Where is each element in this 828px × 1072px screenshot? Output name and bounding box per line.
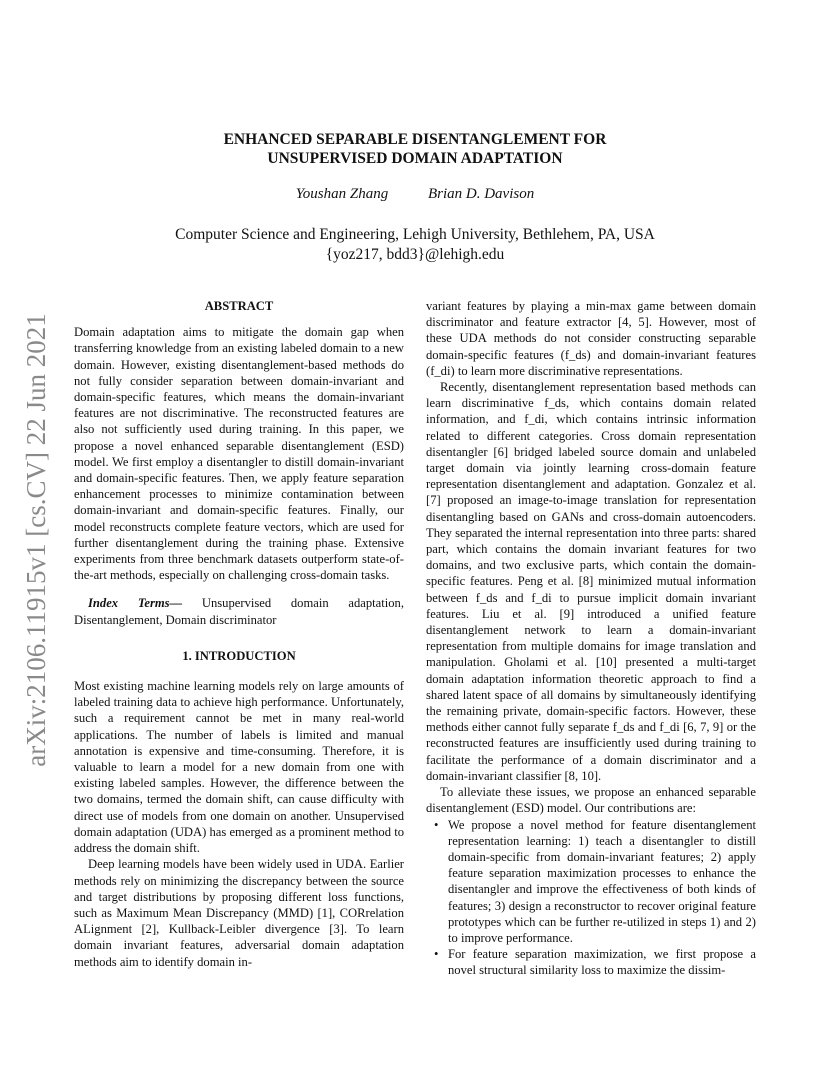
right-paragraph-1: variant features by playing a min-max game between domain discriminator and feature extractor [4, 5]. However, most of these UDA methods do not consider constructing separable domain-specific features (f_ds) and domain-invariant features (f_di) to learn more discriminative representations. — [426, 299, 756, 378]
index-terms-label: Index Terms— — [88, 596, 183, 611]
left-column — [74, 298, 404, 970]
author-1: Youshan Zhang — [295, 186, 389, 202]
right-paragraph-2: Recently, disentanglement representation based methods can learn discriminative f_ds, which contains domain related information, and f_di, which contains intrinsic information related to different categories. Cross domain representation disentangler [6] bridged labeled source domain and unlabeled target domain via jointly learning cross-domain feature representation disentanglement and adaptation. Gonzalez et al. [7] proposed an image-to-image translation for representation disentangling based on GANs and cross-domain autoencoders. They separated the internal representation into three parts: shared part, which contains the domain invariant features for two domains, and two exclusive parts, which contain the domain-specific features. Peng et al. [8] minimized mutual information between f_ds and f_di to pursue implicit domain invariant features. Liu et al. [9] introduced a unified feature disentanglement network to learn a domain-invariant representation from multiple domains for image translation and manipulation. Gholami et al. [10] presented a multi-target domain adaptation information theoretic approach to find a shared latent space of all domains by simultaneously identifying the remaining private, domain-specific factors. However, these methods either cannot fully separate f_ds and f_di [6, 7, 9] or the reconstructed features are insufficiently used during training to facilitate the performance of a domain discriminator and a domain-invariant classifier [8, 10]. — [426, 380, 756, 783]
title-line-2: UNSUPERVISED DOMAIN ADAPTATION — [267, 150, 563, 167]
contributions-list — [426, 817, 756, 979]
intro-heading: 1. INTRODUCTION — [182, 648, 296, 663]
affiliation: Computer Science and Engineering, Lehigh University, Bethlehem, PA, USA — [175, 226, 655, 243]
list-item: • We propose a novel method for feature disentanglement representation learning: 1) teach a disentangler to distill domain-specific from domain-invariant features; 2) apply feature separation maximization processes to enhance the disentangler and improve the effectiveness of both kinds of features; 3) design a reconstructor to recover original feature prototypes which can be further re-utilized in steps 1) and 2) to improve performance. — [426, 817, 756, 947]
right-paragraph-3: To alleviate these issues, we propose an enhanced separable disentanglement (ESD) model. Our contributions are: — [426, 785, 756, 816]
intro-paragraph-2: Deep learning models have been widely used in UDA. Earlier methods rely on minimizing the discrepancy between the source and target distributions by proposing different loss functions, such as Maximum Mean Discrepancy (MMD) [1], CORrelation ALignment [2], Kullback-Leibler divergence [3]. To learn domain invariant features, adversarial domain adaptation methods aim to identify domain in- — [74, 857, 404, 969]
abstract-heading: ABSTRACT — [204, 299, 274, 313]
title-line-1: ENHANCED SEPARABLE DISENTANGLEMENT FOR — [223, 131, 607, 148]
index-terms-text: Unsupervised domain adaptation, Disentanglement, Domain discriminator — [74, 596, 405, 627]
abstract-text: Domain adaptation aims to mitigate the domain gap when transferring knowledge from an existing labeled domain to a new domain. However, existing disentanglement-based methods do not fully consider separation between domain-invariant and domain-specific features, which means the domain-invariant features are not discriminative. The reconstructed features are also not sufficiently used during training. In this paper, we propose a novel enhanced separable disentanglement (ESD) model. We first employ a disentangler to distill domain-invariant and domain-specific features. Then, we apply feature separation enhancement processes to minimize contamination between domain-invariant and domain-specific features. Finally, our model reconstructs complete feature vectors, which are used for further disentanglement during the training phase. Extensive experiments from three benchmark datasets outperform state-of-the-art methods, especially on challenging cross-domain tasks. — [74, 325, 404, 583]
paper-title — [150, 130, 680, 168]
arxiv-side-label: arXiv:2106.11915v1 [cs.CV] 22 Jun 2021 — [21, 313, 51, 767]
index-terms — [74, 595, 404, 627]
right-column — [426, 298, 756, 979]
author-2: Brian D. Davison — [427, 186, 535, 202]
intro-paragraph-1: Most existing machine learning models rely on large amounts of labeled training data to achieve high performance. Unfortunately, such a requirement cannot be met in many real-world applications. The number of labels is limited and manual annotation is expensive and time-consuming. Therefore, it is valuable to learn a model for a new domain from one with existing labeled samples. However, the difference between the two domains, termed the domain shift, can cause difficulty with direct use of models from one domain on another. Unsupervised domain adaptation (UDA) has emerged as a prominent method to address the domain shift. — [74, 679, 404, 856]
authors — [150, 186, 680, 203]
email: {yoz217, bdd3}@lehigh.edu — [325, 246, 505, 263]
list-item: • For feature separation maximization, we first propose a novel structural similarity loss to maximize the dissim- — [426, 946, 756, 978]
affiliation-block — [100, 225, 730, 265]
